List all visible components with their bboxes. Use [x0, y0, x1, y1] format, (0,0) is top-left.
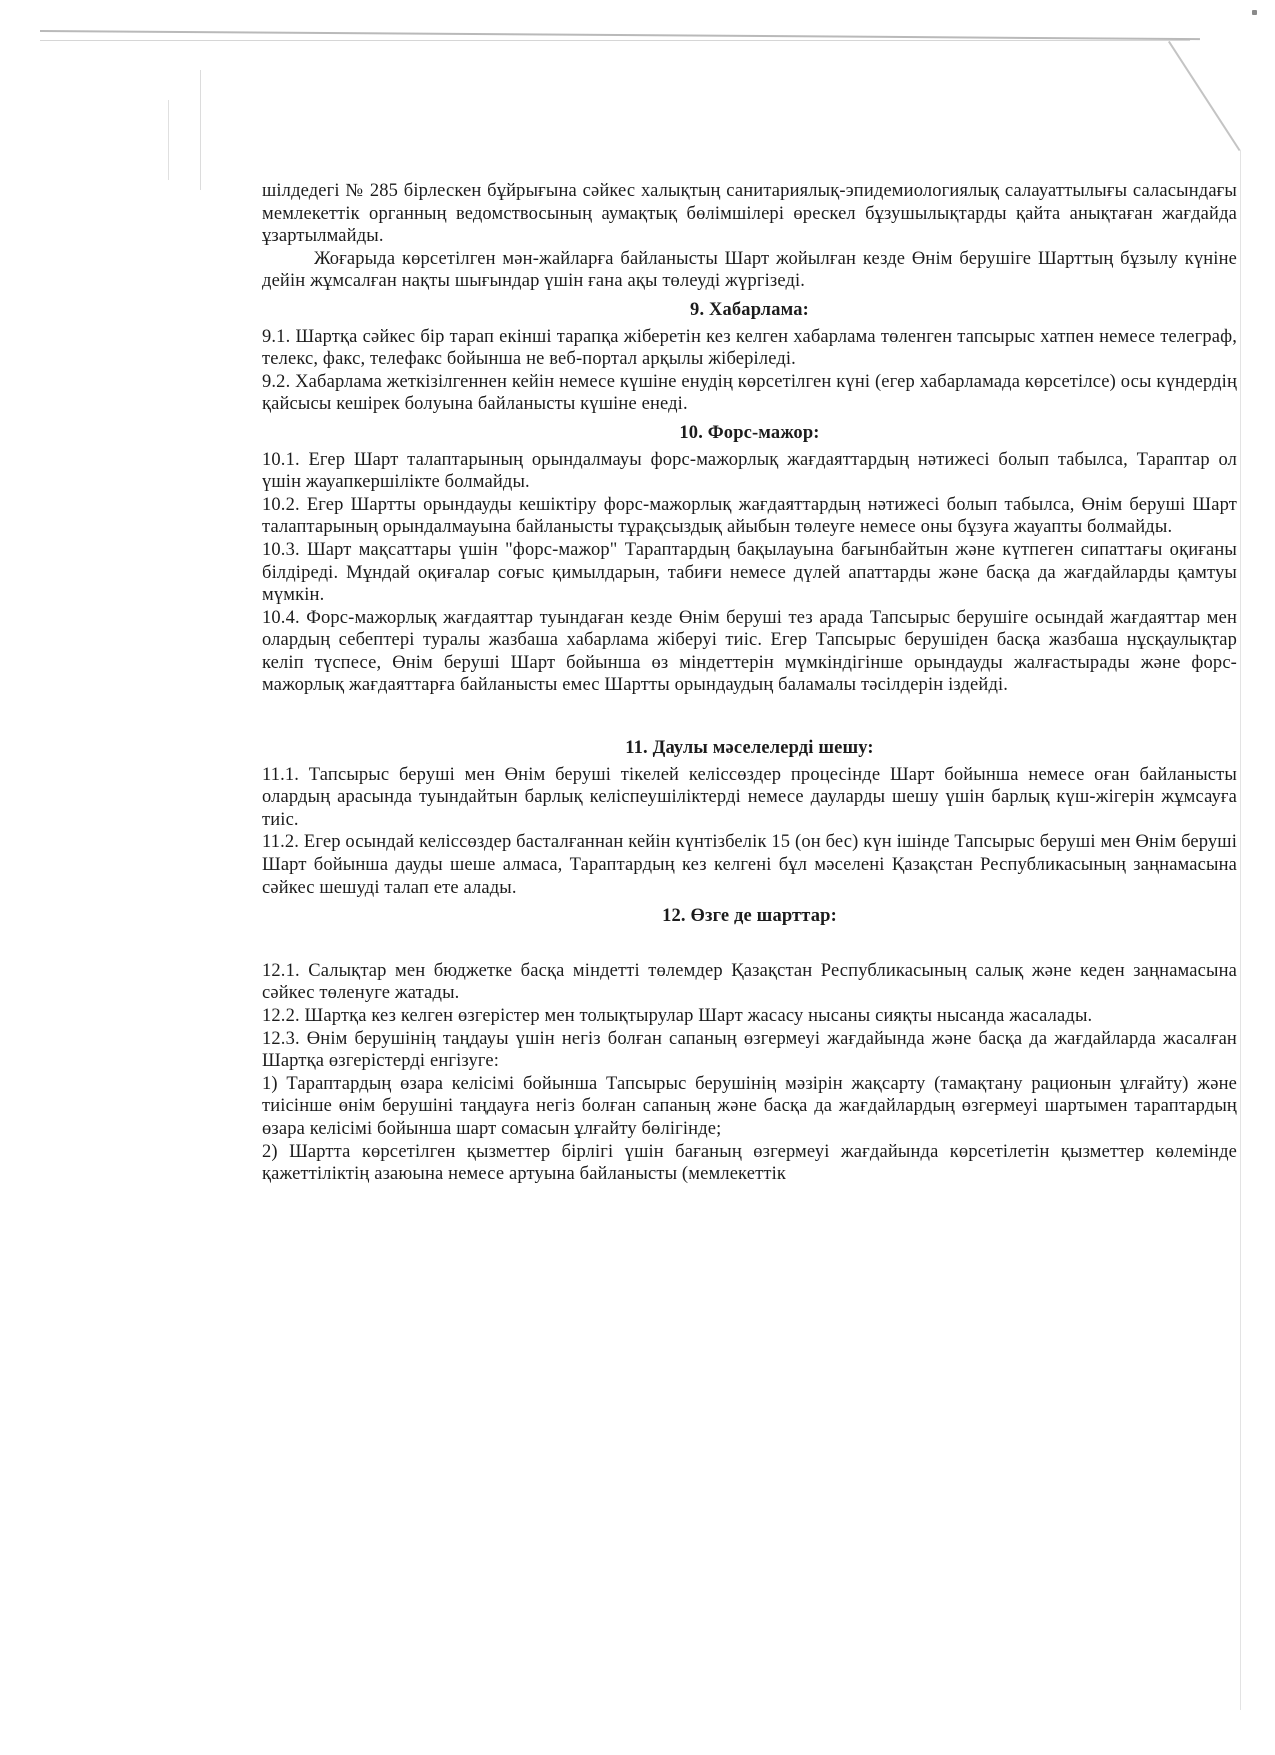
- section-heading-disputes: 11. Даулы мәселелерді шешу:: [625, 738, 874, 759]
- scan-speck: [1252, 10, 1257, 15]
- clause-9-1: 9.1. Шартқа сәйкес бір тарап екінші тарапқа жіберетін кез келген хабарлама төленген тапсырыс хатпен немесе телеграф, телекс, факс, телефакс бойынша не веб-портал арқылы жіберіледі.: [262, 326, 1237, 370]
- clause-9-2: 9.2. Хабарлама жеткізілгеннен кейін немесе күшіне енудің көрсетілген күні (егер хабарламада көрсетілсе) осы күндердің қайсысы кешірек болуына байланысты күшіне енеді.: [262, 371, 1237, 415]
- clause-12-3-item-1: 1) Тараптардың өзара келісімі бойынша Тапсырыс берушінің мәзірін жақсарту (тамақтану рационын ұлғайту) және тиісінше өнім берушіні таңдауға негіз болған сапаның және басқа да жағдайлардың өзгермеуі шартымен тараптардың өзара келісімі бойынша шарт сомасын ұлғайту бөлігінде;: [262, 1073, 1237, 1139]
- clause-12-1: 12.1. Салықтар мен бюджетке басқа міндетті төлемдер Қазақстан Республикасының салық және кеден заңнамасына сәйкес төленуге жатады.: [262, 960, 1237, 1004]
- clause-11-2: 11.2. Егер осындай келіссөздер басталғаннан кейін күнтізбелік 15 (он бес) күн ішінде Тапсырыс беруші мен Өнім беруші Шарт бойынша дауды шеше алмаса, Тараптардың кез келгені бұл мәселені Қазақстан Республикасының заңнамасына сәйкес шешуді талап ете алады.: [262, 832, 1237, 898]
- clause-12-3-item-2: 2) Шартта көрсетілген қызметтер бірлігі үшін бағаның өзгермеуі жағдайында көрсетілетін қызметтер көлемінде қажеттіліктің азаюына немесе артуына байланысты (мемлекеттік: [262, 1141, 1237, 1185]
- document-page: [262, 180, 1237, 1186]
- intro-paragraph: Жоғарыда көрсетілген мән-жайларға байланысты Шарт жойылған кезде Өнім берушіге Шарттың бұзылу күніне дейін жұмсалған нақты шығындар үшін ғана ақы төлеуді жүргізеді.: [262, 248, 1237, 292]
- scan-edge-line: [168, 100, 169, 180]
- clause-11-1: 11.1. Тапсырыс беруші мен Өнім беруші тікелей келіссөздер процесінде Шарт бойынша немесе оған байланысты олардың арасында туындайтын барлық келіспеушіліктерді немесе дауларды шешу үшін барлық күш-жігерін жұмсауға тиіс.: [262, 764, 1237, 830]
- clause-12-3: 12.3. Өнім берушінің таңдауы үшін негіз болған сапаның өзгермеуі жағдайында және басқа да жағдайларда жасалған Шартқа өзгерістерді енгізуге:: [262, 1028, 1237, 1072]
- scan-edge-line: [1240, 150, 1241, 1710]
- scan-edge-line: [200, 70, 201, 190]
- section-heading-force-majeure: 10. Форс-мажор:: [679, 422, 820, 443]
- clause-10-2: 10.2. Егер Шартты орындауды кешіктіру форс-мажорлық жағдаяттардың нәтижесі болып табылса, Өнім беруші Шарт талаптарының орындалмауына байланысты тұрақсыздық айыбын төлеуге немесе оны бұзуға жауапты болмайды.: [262, 494, 1237, 538]
- scan-edge-line: [1168, 41, 1240, 151]
- clause-12-2: 12.2. Шартқа кез келген өзгерістер мен толықтырулар Шарт жасасу нысаны сияқты нысанда жасалады.: [262, 1006, 1093, 1026]
- section-heading-notices: 9. Хабарлама:: [690, 299, 809, 320]
- clause-10-4: 10.4. Форс-мажорлық жағдаяттар туындаған кезде Өнім беруші тез арада Тапсырыс берушіге осындай жағдаяттар мен олардың себептері туралы жазбаша хабарлама жіберуі тиіс. Егер Тапсырыс берушіден басқа жазбаша нұсқаулықтар келіп түспесе, Өнім беруші Шарт бойынша өз міндеттерін мүмкіндігінше орындауды жалғастырады және форс-мажорлық жағдаяттарға байланысты емес Шартты орындаудың баламалы тәсілдерін іздейді.: [262, 607, 1237, 696]
- clause-10-3: 10.3. Шарт мақсаттары үшін "форс-мажор" Тараптардың бақылауына бағынбайтын және күтпеген сипаттағы оқиғаны білдіреді. Мұндай оқиғалар соғыс қимылдарын, табиғи немесе дүлей апаттарды және басқа да жағдайларды қамтуы мүмкін.: [262, 539, 1237, 606]
- clause-10-1: 10.1. Егер Шарт талаптарының орындалмауы форс-мажорлық жағдаяттардың нәтижесі болып табылса, Тараптар ол үшін жауапкершілікте болмайды.: [262, 449, 1237, 493]
- scan-edge-line: [40, 30, 1200, 40]
- scan-edge-line: [40, 40, 1190, 41]
- section-heading-other-terms: 12. Өзге де шарттар:: [662, 906, 837, 927]
- intro-paragraph: шілдедегі № 285 бірлескен бұйрығына сәйкес халықтың санитариялық-эпидемиологиялық салауаттылығы саласындағы мемлекеттік органның ведомствосының аумақтық бөлімшілері өрескел бұзушылықтарды қайта анықтаған жағдайда ұзартылмайды.: [262, 181, 1237, 247]
